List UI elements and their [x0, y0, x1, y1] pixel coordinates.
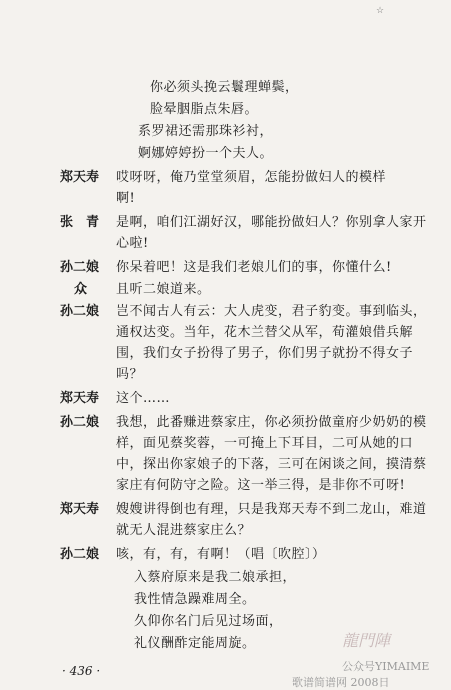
- dialogue-line: 是啊，咱们江湖好汉，哪能扮做妇人？你别拿人家开: [116, 215, 427, 230]
- top-mark: ☆: [376, 6, 385, 16]
- verse-line-2: 脸晕胭脂点朱唇。: [150, 102, 259, 117]
- watermark-logo: 龍門陣: [342, 631, 391, 650]
- speaker-label: 孙二娘: [60, 260, 100, 275]
- dialogue-line: 啊!: [116, 191, 136, 206]
- speaker-label: 孙二娘: [60, 415, 100, 430]
- dialogue-line: 家庄有何防守之险。这一举三得，是非你不可呀!: [116, 478, 406, 493]
- dialogue-line: 且听二娘道来。: [116, 282, 211, 297]
- watermark-note: 歌谱简谱网 2008日: [292, 676, 390, 689]
- dialogue-line: 心啦!: [116, 236, 149, 251]
- verse-line-3: 系罗裙还需那珠衫衬，: [138, 124, 274, 139]
- speaker-label: 郑天寿: [60, 502, 100, 517]
- verse-line: 礼仪酬酢定能周旋。: [134, 636, 256, 651]
- watermark-site: 公众号YIMAIME: [342, 660, 430, 673]
- dialogue-line: 嫂嫂讲得倒也有理，只是我郑天寿不到二龙山，难道: [116, 502, 427, 517]
- dialogue-line: 吗？: [116, 367, 144, 382]
- speaker-label: 张 青: [60, 215, 100, 230]
- dialogue-line: 你呆着吧！这是我们老娘儿们的事，你懂什么!: [116, 260, 392, 275]
- verse-line: 久仰你名门后见过场面，: [134, 614, 283, 629]
- verse-line: 我性情急躁难周全。: [134, 592, 256, 607]
- page-number: · 436 ·: [62, 664, 101, 678]
- dialogue-line: 中，探出你家娘子的下落，三可在闲谈之间，摸清蔡: [116, 457, 427, 472]
- dialogue-line: 这个……: [116, 391, 171, 406]
- verse-line: 入蔡府原来是我二娘承担，: [134, 570, 297, 585]
- dialogue-line: 咳，有，有，有啊！（唱〔吹腔〕）: [116, 547, 326, 562]
- dialogue-line: 哎呀呀，俺乃堂堂须眉，怎能扮做妇人的模样: [116, 170, 387, 185]
- dialogue-line: 岂不闻古人有云：大人虎变，君子豹变。事到临头，: [116, 304, 427, 319]
- speaker-label: 郑天寿: [60, 391, 100, 406]
- dialogue-line: 我想，此番赚进蔡家庄，你必须扮做童府少奶奶的模: [116, 415, 427, 430]
- verse-line-1: 你必须头挽云鬟理蝉鬓，: [150, 80, 299, 95]
- speaker-label: 众: [74, 282, 88, 297]
- speaker-label: 孙二娘: [60, 547, 100, 562]
- speaker-label: 郑天寿: [60, 170, 100, 185]
- verse-line-4: 婀娜婷婷扮一个夫人。: [138, 146, 274, 161]
- dialogue-line: 通权达变。当年，花木兰替父从军，荀灌娘借兵解: [116, 325, 414, 340]
- dialogue-line: 就无人混进蔡家庄么？: [116, 523, 252, 538]
- dialogue-line: 围，我们女子扮得了男子，你们男子就扮不得女子: [116, 346, 414, 361]
- dialogue-line: 样，面见蔡奖蓉，一可掩上下耳目，二可从她的口: [116, 436, 414, 451]
- speaker-label: 孙二娘: [60, 304, 100, 319]
